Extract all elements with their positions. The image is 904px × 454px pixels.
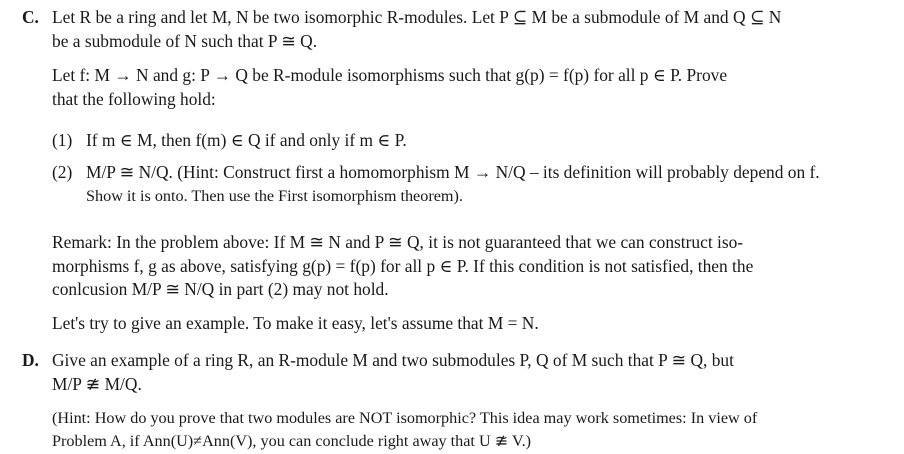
problem-d-hint-line-1: (Hint: How do you prove that two modules are NOT isomorphic? This idea may work sometimes: In view of [52, 409, 758, 427]
problem-d-hint-line-2: Problem A, if Ann(U)≠Ann(V), you can conclude right away that U ≇ V.) [52, 432, 532, 450]
problem-c-statement-line-2: be a submodule of N such that P ≅ Q. [52, 31, 318, 51]
item-1-line-1: If m ∈ M, then f(m) ∈ Q if and only if m ∈ P. [86, 130, 407, 150]
item-2-line-2: Show it is onto. Then use the First isomorphism theorem). [86, 187, 463, 205]
problem-d-label: D. [22, 350, 39, 370]
item-number: (1) [52, 130, 73, 150]
problem-d-statement-line-1: Give an example of a ring R, an R-module M and two submodules P, Q of M such that P ≅ Q, but [52, 350, 734, 370]
remark-line-3: conlcusion M/P ≅ N/Q in part (2) may not hold. [52, 279, 389, 299]
problem-c-label: C. [22, 7, 39, 27]
problem-d-statement-line-2: M/P ≇ M/Q. [52, 374, 142, 394]
item-2-line-1: M/P ≅ N/Q. (Hint: Construct first a homomorphism M → N/Q – its definition will probably depend on f. [86, 162, 820, 182]
example-line: Let's try to give an example. To make it easy, let's assume that M = N. [52, 313, 539, 333]
remark-line-1: Remark: In the problem above: If M ≅ N and P ≅ Q, it is not guaranteed that we can construct iso- [52, 232, 744, 252]
problem-c-statement-line-1: Let R be a ring and let M, N be two isomorphic R-modules. Let P ⊆ M be a submodule of M and Q ⊆ N [52, 7, 782, 27]
item-number: (2) [52, 162, 73, 182]
remark-line-2: morphisms f, g as above, satisfying g(p) = f(p) for all p ∈ P. If this condition is not satisfied, then the [52, 256, 754, 276]
problem-c-setup-line-2: that the following hold: [52, 89, 216, 109]
problem-c-setup-line-1: Let f: M → N and g: P → Q be R-module isomorphisms such that g(p) = f(p) for all p ∈ P. Prove [52, 65, 728, 85]
